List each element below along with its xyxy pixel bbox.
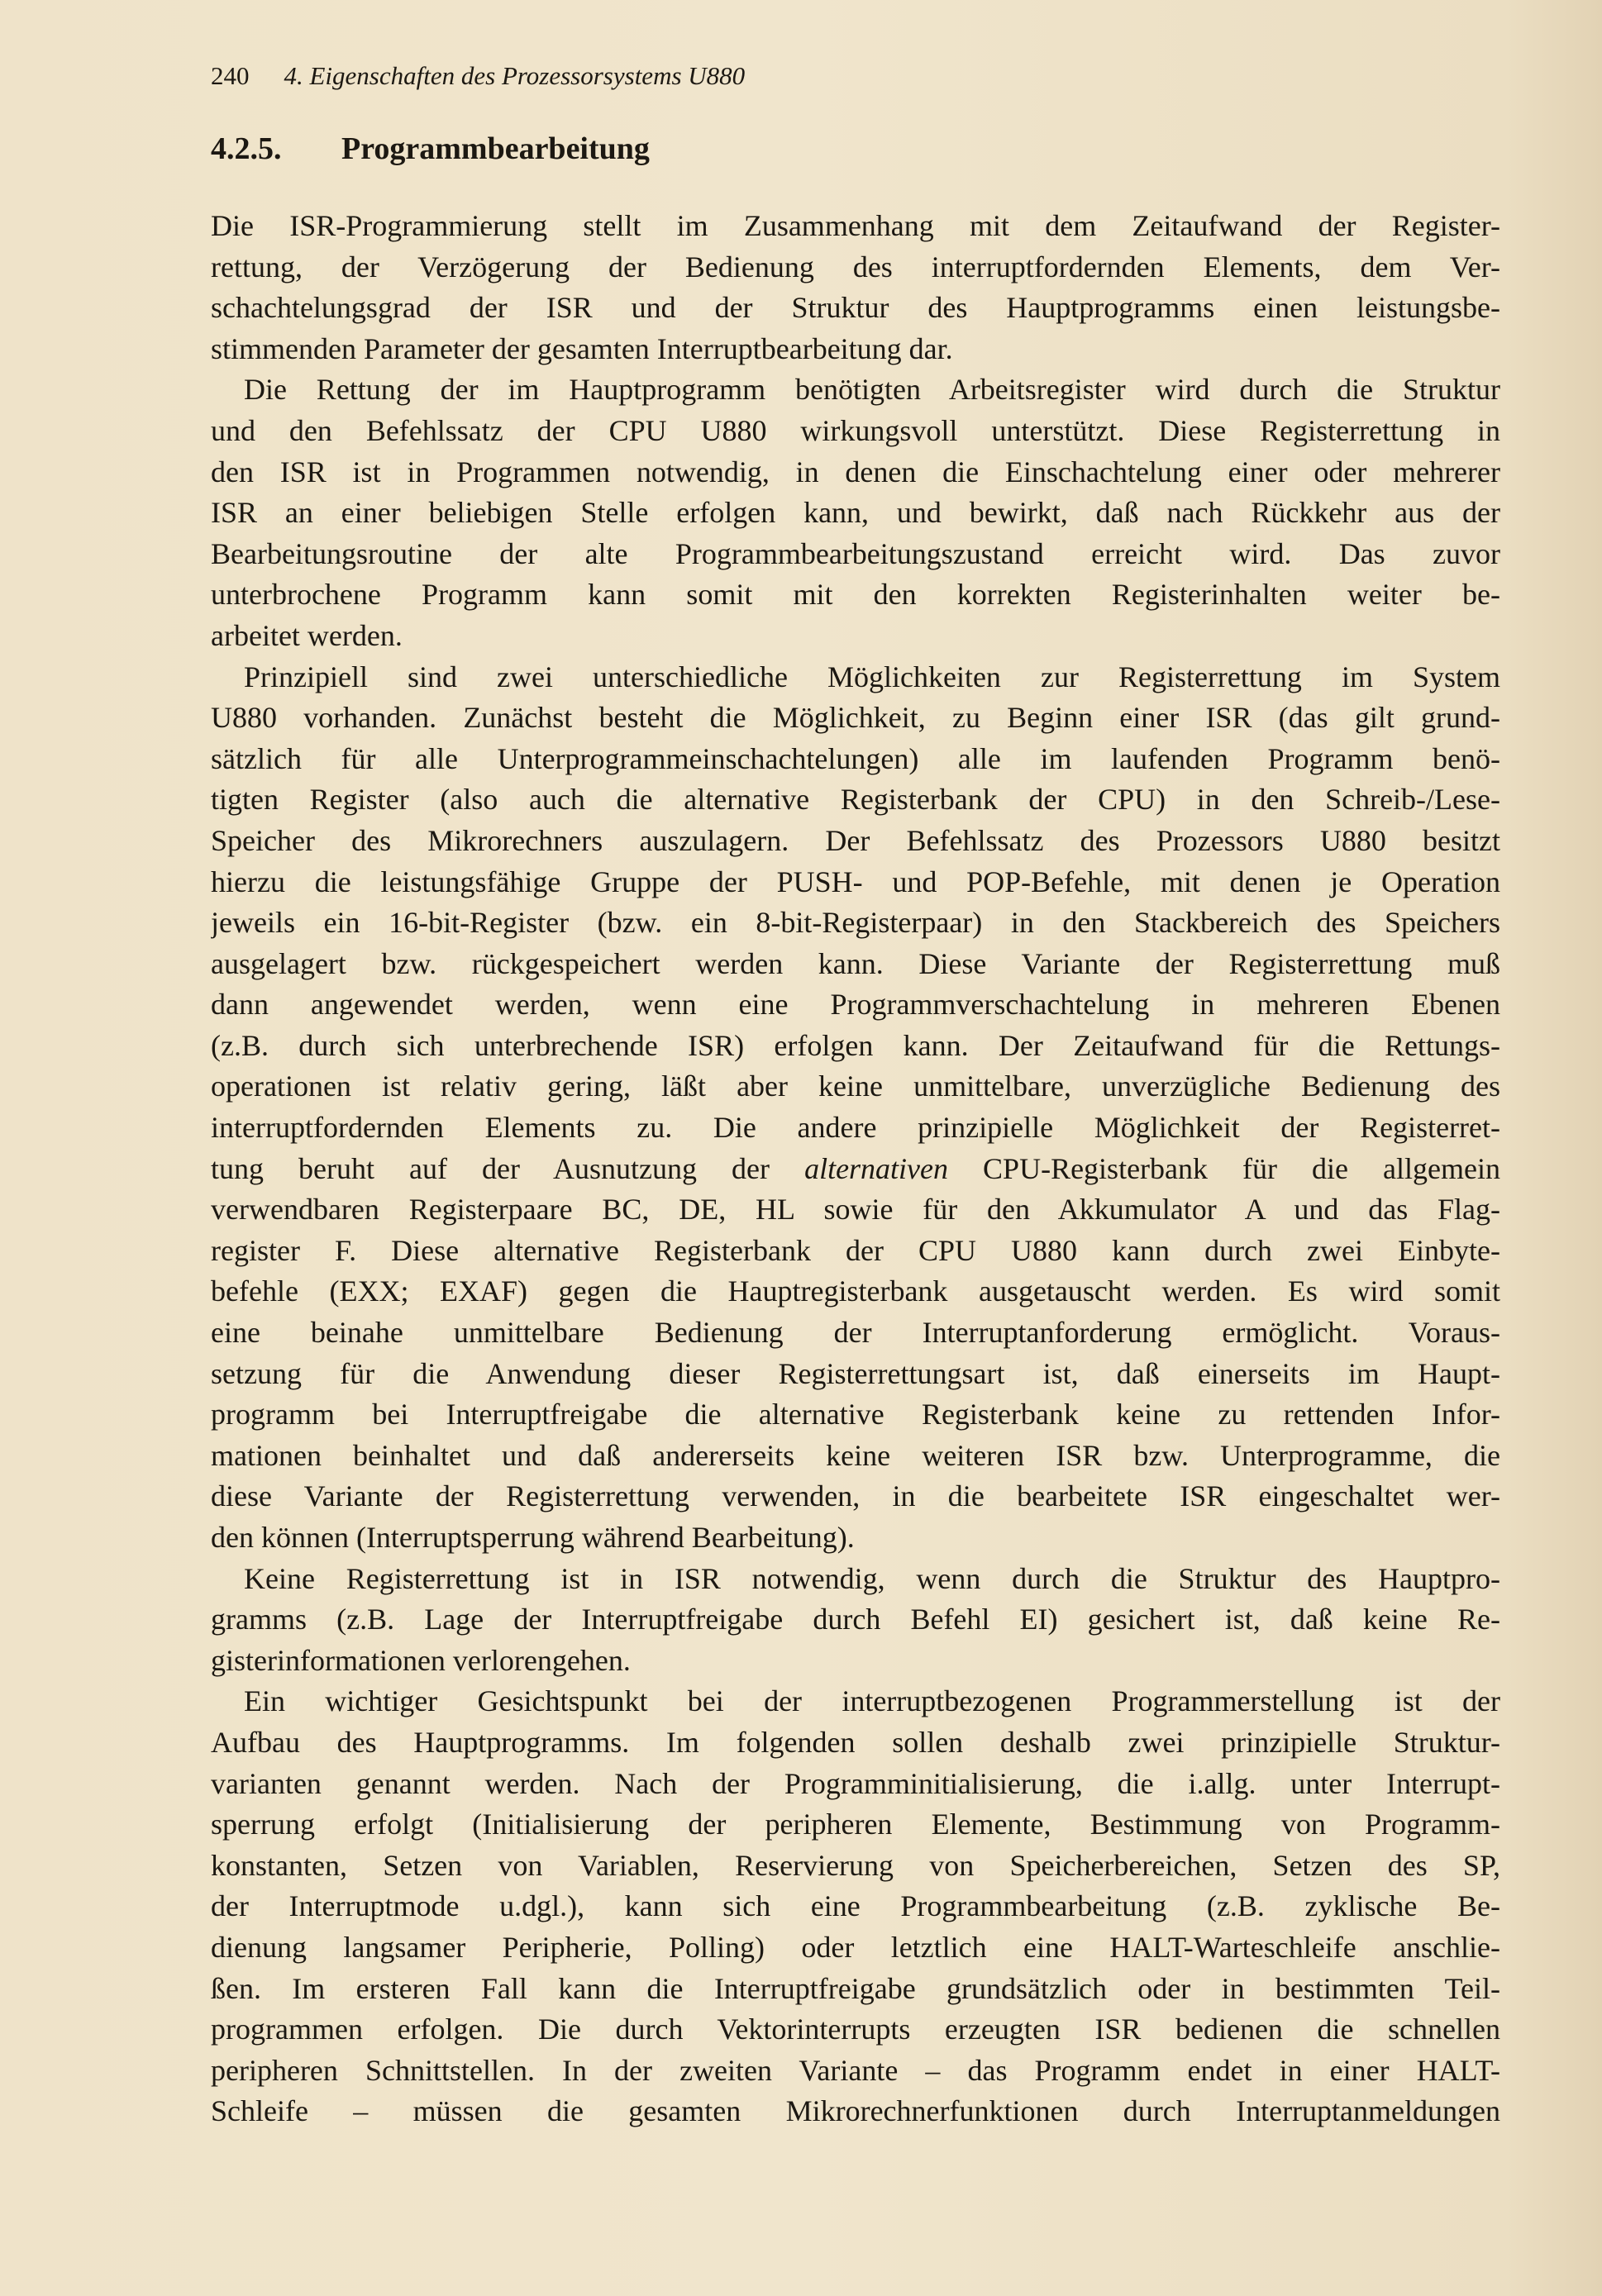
text-line: interruptfordernden Elements zu. Die andere prinzipielle Möglichkeit der Registerret- [211, 1111, 1500, 1145]
text-line: arbeitet werden. [211, 618, 403, 652]
text-line: tigten Register (also auch die alternative Registerbank der CPU) in den Schreib-/Lese- [211, 783, 1500, 817]
text-line: ßen. Im ersteren Fall kann die Interruptfreigabe grundsätzlich oder in bestimmten Teil- [211, 1971, 1500, 2005]
text-line: unterbrochene Programm kann somit mit den korrekten Registerinhalten weiter be- [211, 578, 1500, 612]
text-line: Ein wichtiger Gesichtspunkt bei der interruptbezogenen Programmerstellung ist der [244, 1684, 1500, 1718]
text-line: U880 vorhanden. Zunächst besteht die Möglichkeit, zu Beginn einer ISR (das gilt grund- [211, 701, 1500, 735]
text-line: rettung, der Verzögerung der Bedienung des interruptfordernden Elements, dem Ver- [211, 250, 1500, 283]
body-text [211, 206, 1500, 2132]
text-line: jeweils ein 16-bit-Register (bzw. ein 8-bit-Registerpaar) in den Stackbereich des Speichers [211, 906, 1500, 940]
text-line: Aufbau des Hauptprogramms. Im folgenden sollen deshalb zwei prinzipielle Struktur- [211, 1725, 1500, 1759]
text-line: Prinzipiell sind zwei unterschiedliche Möglichkeiten zur Registerrettung im System [244, 660, 1500, 693]
text-line: peripheren Schnittstellen. In der zweiten Variante – das Programm endet in einer HALT- [211, 2053, 1500, 2087]
text-segment: CPU-Registerbank für die allgemein [983, 1151, 1500, 1185]
text-line: befehle (EXX; EXAF) gegen die Hauptregisterbank ausgetauscht werden. Es wird somit [211, 1274, 1500, 1308]
text-line: den ISR ist in Programmen notwendig, in denen die Einschachtelung einer oder mehrerer [211, 455, 1500, 488]
text-line: sperrung erfolgt (Initialisierung der peripheren Elemente, Bestimmung von Programm- [211, 1808, 1500, 1841]
text-line: varianten genannt werden. Nach der Programminitialisierung, die i.allg. unter Interrupt- [211, 1766, 1500, 1800]
text-line: dann angewendet werden, wenn eine Programmverschachtelung in mehreren Ebenen [211, 988, 1500, 1022]
text-line: programm bei Interruptfreigabe die alternative Registerbank keine zu rettenden Infor- [211, 1398, 1500, 1431]
text-line: schachtelungsgrad der ISR und der Struktur des Hauptprogramms einen leistungsbe- [211, 291, 1500, 325]
text-line: und den Befehlssatz der CPU U880 wirkungsvoll unterstützt. Diese Registerrettung in [211, 413, 1500, 447]
text-line: den können (Interruptsperrung während Bearbeitung). [211, 1521, 855, 1554]
text-line: operationen ist relativ gering, läßt aber keine unmittelbare, unverzügliche Bedienung des [211, 1069, 1500, 1103]
page-header [211, 60, 745, 93]
text-line: Keine Registerrettung ist in ISR notwendig, wenn durch die Struktur des Hauptpro- [244, 1561, 1500, 1595]
running-title: 4. Eigenschaften des Prozessorsystems U880 [284, 61, 746, 90]
section-title: Programmbearbeitung [341, 131, 650, 166]
emphasized-word: alternativen [804, 1151, 949, 1185]
text-line: Speicher des Mikrorechners auszulagern. Der Befehlssatz des Prozessors U880 besitzt [211, 823, 1500, 857]
text-line: verwendbaren Registerpaare BC, DE, HL sowie für den Akkumulator A und das Flag- [211, 1193, 1500, 1227]
text-line: register F. Diese alternative Registerbank der CPU U880 kann durch zwei Einbyte- [211, 1233, 1500, 1267]
text-line: Die Rettung der im Hauptprogramm benötigten Arbeitsregister wird durch die Struktur [244, 373, 1500, 407]
text-line: ISR an einer beliebigen Stelle erfolgen kann, und bewirkt, daß nach Rückkehr aus der [211, 496, 1500, 530]
text-line: Bearbeitungsroutine der alte Programmbearbeitungszustand erreicht wird. Das zuvor [211, 536, 1500, 570]
text-line: programmen erfolgen. Die durch Vektorinterrupts erzeugten ISR bedienen die schnellen [211, 2013, 1500, 2046]
text-line: dienung langsamer Peripherie, Polling) oder letztlich eine HALT-Warteschleife anschlie- [211, 1930, 1500, 1964]
text-line: Die ISR-Programmierung stellt im Zusammenhang mit dem Zeitaufwand der Register- [211, 209, 1500, 242]
text-segment: tung beruht auf der Ausnutzung der [211, 1151, 770, 1185]
text-line: diese Variante der Registerrettung verwenden, in die bearbeitete ISR eingeschaltet wer- [211, 1479, 1500, 1513]
text-line: (z.B. durch sich unterbrechende ISR) erfolgen kann. Der Zeitaufwand für die Rettungs- [211, 1028, 1500, 1062]
text-line [211, 1149, 1500, 1190]
text-line: stimmenden Parameter der gesamten Interruptbearbeitung dar. [211, 331, 953, 365]
text-line: eine beinahe unmittelbare Bedienung der Interruptanforderung ermöglicht. Voraus- [211, 1316, 1500, 1350]
text-line: gisterinformationen verlorengehen. [211, 1643, 631, 1677]
text-line: Schleife – müssen die gesamten Mikrorechnerfunktionen durch Interruptanmeldungen [211, 2094, 1500, 2128]
text-line: setzung für die Anwendung dieser Registerrettungsart ist, daß einerseits im Haupt- [211, 1356, 1500, 1390]
text-line: gramms (z.B. Lage der Interruptfreigabe durch Befehl EI) gesichert ist, daß keine Re- [211, 1603, 1500, 1636]
text-line: hierzu die leistungsfähige Gruppe der PUSH- und POP-Befehle, mit denen je Operation [211, 865, 1500, 898]
section-number: 4.2.5. [211, 131, 282, 166]
text-line: ausgelagert bzw. rückgespeichert werden kann. Diese Variante der Registerrettung muß [211, 946, 1500, 980]
text-line: der Interruptmode u.dgl.), kann sich eine Programmbearbeitung (z.B. zyklische Be- [211, 1889, 1500, 1923]
text-line: konstanten, Setzen von Variablen, Reservierung von Speicherbereichen, Setzen des SP, [211, 1848, 1500, 1882]
text-line: mationen beinhaltet und daß andererseits keine weiteren ISR bzw. Unterprogramme, die [211, 1438, 1500, 1472]
page-number: 240 [211, 61, 250, 90]
section-heading [211, 130, 650, 168]
text-line: sätzlich für alle Unterprogrammeinschachtelungen) alle im laufenden Programm benö- [211, 741, 1500, 775]
